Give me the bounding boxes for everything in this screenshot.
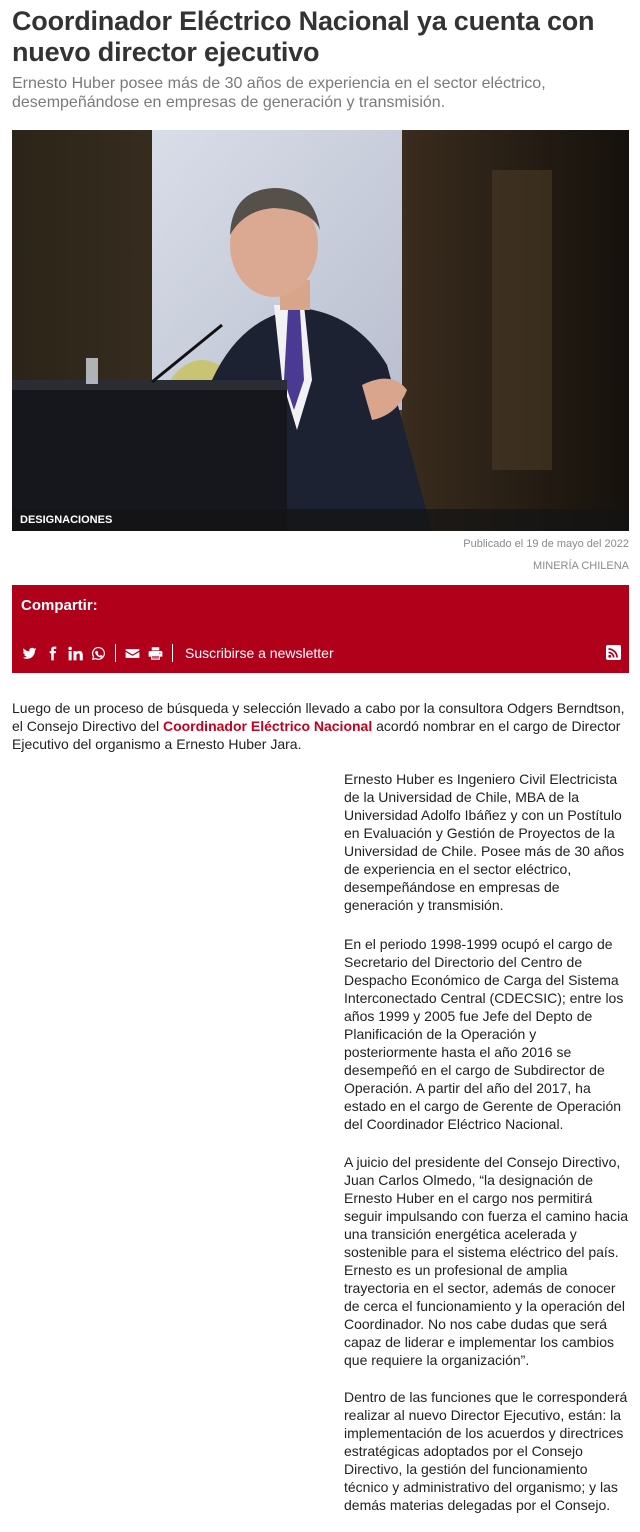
twitter-icon[interactable] xyxy=(21,645,37,661)
category-tag[interactable]: DESIGNACIONES xyxy=(12,509,629,531)
article-source: MINERÍA CHILENA xyxy=(533,560,629,572)
article-subtitle: Ernesto Huber posee más de 30 años de experiencia en el sector eléctrico, desempeñándose en empresas de generación y transmisión. xyxy=(12,75,546,111)
lead-paragraph xyxy=(12,699,628,753)
body-paragraph-2: En el periodo 1998-1999 ocupó el cargo de Secretario del Directorio del Centro de Despacho Económico de Carga del Sistema Interconectado Central (CDECSIC); entre los años 1999 y 2005 fue Jefe del Depto de Planificación de la Operación y posteriormente hasta el año 2016 se desempeñó en el cargo de Subdirector de Operación. A partir del año del 2017, ha estado en el cargo de Gerente de Operación del Coordinador Eléctrico Nacional. xyxy=(344,936,624,1132)
whatsapp-icon[interactable] xyxy=(90,645,106,661)
print-icon[interactable] xyxy=(147,645,163,661)
linkedin-icon[interactable] xyxy=(67,645,83,661)
speaker-photo-illustration xyxy=(12,130,629,531)
share-actions xyxy=(21,643,621,663)
lead-text-end: acordó nombrar en el cargo de Director Ejecutivo del organismo a Ernesto Huber Jara. xyxy=(12,718,621,752)
share-bar xyxy=(12,585,629,673)
email-icon[interactable] xyxy=(124,645,140,661)
article-title: Coordinador Eléctrico Nacional ya cuenta con nuevo director ejecutivo xyxy=(12,6,595,67)
body-paragraph-4: Dentro de las funciones que le corresponderá realizar al nuevo Director Ejecutivo, están: la implementación de los acuerdos y directrices estratégicas adoptados por el Consejo Directivo, la gestión del funcionamiento técnico y administrativo del organismo; y las demás materias delegadas por el Consejo. xyxy=(344,1389,628,1513)
publish-date: Publicado el 19 de mayo del 2022 xyxy=(463,538,629,550)
article-photo xyxy=(12,130,629,531)
divider xyxy=(172,644,173,662)
facebook-icon[interactable] xyxy=(44,645,60,661)
lead-text-start: Luego de un proceso de búsqueda y selección llevado a cabo por la consultora Odgers Berndtson, el Consejo Directivo del xyxy=(12,700,625,734)
body-paragraph-1: Ernesto Huber es Ingeniero Civil Electricista de la Universidad de Chile, MBA de la Universidad Adolfo Ibáñez y con un Postítulo en Evaluación y Gestión de Proyectos de la Universidad de Chile. Posee más de 30 años de experiencia en el sector eléctrico, desempeñándose en empresas de generación y transmisión. xyxy=(344,771,625,913)
newsletter-link[interactable]: Suscribirse a newsletter xyxy=(185,645,334,661)
body-paragraph-3: A juicio del presidente del Consejo Directivo, Juan Carlos Olmedo, “la designación de Ernesto Huber en el cargo nos permitirá seguir impulsando con fuerza el camino hacia una transición energética acelerada y sostenible para el sistema eléctrico del país. Ernesto es un profesional de amplia trayectoria en el sector, además de conocer de cerca el funcionamiento y la operación del Coordinador. No nos cabe dudas que será capaz de liderar e implementar los cambios que requiere la organización”. xyxy=(344,1154,629,1368)
share-label: Compartir: xyxy=(21,597,98,614)
rss-icon[interactable] xyxy=(606,645,621,660)
divider xyxy=(115,644,116,662)
coordinador-link[interactable]: Coordinador Eléctrico Nacional xyxy=(162,718,373,734)
